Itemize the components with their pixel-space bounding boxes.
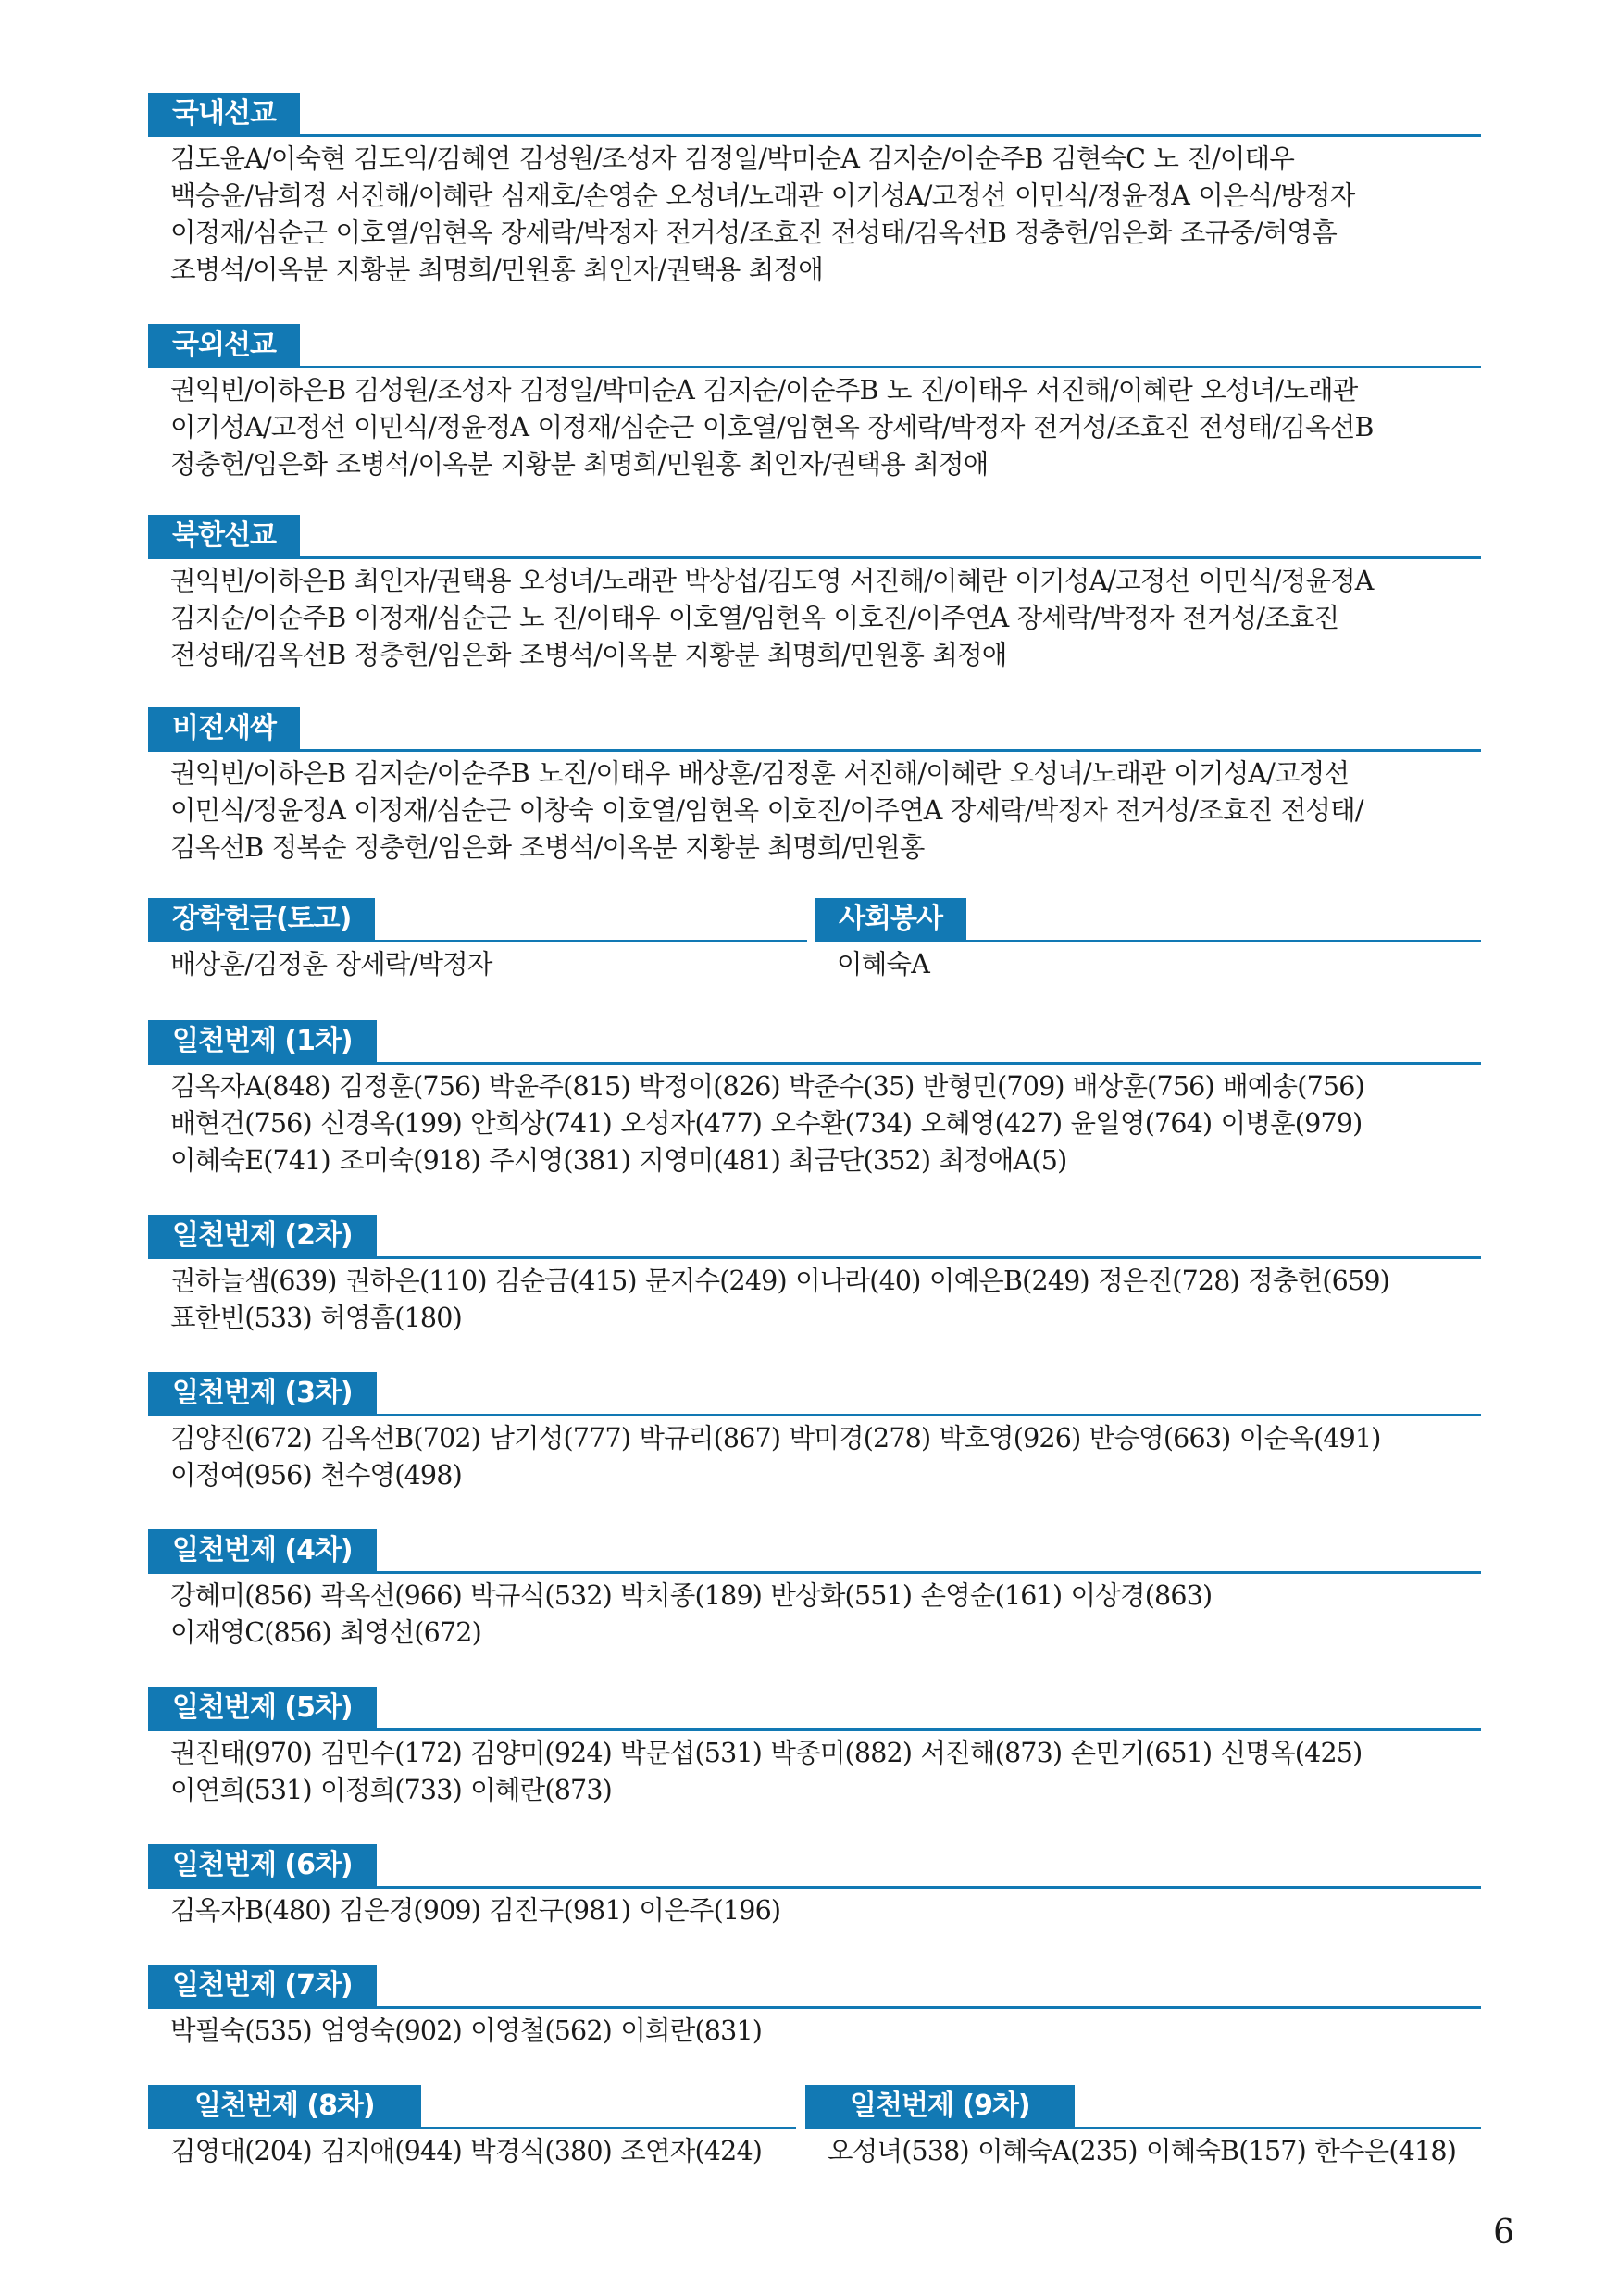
section-title: 국외선교 [148, 324, 300, 367]
section-title: 일천번제 (8차) [148, 2085, 421, 2128]
section-names: 김옥자B(480) 김은경(909) 김진구(981) 이은주(196) [170, 1895, 781, 1926]
section-ilcheon-8 [148, 2085, 796, 2170]
section-rule [148, 1414, 1481, 1416]
section-north-korea-mission [148, 515, 1481, 674]
section-ilcheon-6 [148, 1844, 1481, 1929]
section-header [148, 2085, 796, 2129]
section-header [148, 1215, 1481, 1259]
page-number: 6 [1493, 2214, 1514, 2252]
section-rule [148, 940, 807, 942]
section-header [148, 898, 807, 942]
section-ilcheon-1 [148, 1020, 1481, 1179]
section-names: 박필숙(535) 엄영숙(902) 이영철(562) 이희란(831) [170, 2015, 763, 2046]
section-title: 비전새싹 [148, 707, 300, 750]
section-rule [148, 2127, 796, 2129]
section-title: 일천번제 (7차) [148, 1965, 377, 2007]
section-title: 일천번제 (6차) [148, 1844, 377, 1887]
section-rule [148, 1728, 1481, 1731]
section-rule [148, 1256, 1481, 1259]
section-names: 권진태(970) 김민수(172) 김양미(924) 박문섭(531) 박종미(882) 서진해(873) 손민기(651) 신명옥(425) 이연희(531) 이정희(733) 이혜란(873) [170, 1738, 1363, 1805]
section-rule [148, 2006, 1481, 2009]
section-names: 김양진(672) 김옥선B(702) 남기성(777) 박규리(867) 박미경(278) 박호영(926) 반승영(663) 이순옥(491) 이정여(956) 천수영(498) [170, 1423, 1381, 1491]
section-names: 김영대(204) 김지애(944) 박경식(380) 조연자(424) [170, 2136, 763, 2166]
section-header [148, 515, 1481, 559]
section-names: 이혜숙A [837, 949, 929, 980]
section-title: 사회봉사 [815, 898, 966, 941]
section-header [148, 1687, 1481, 1731]
section-title: 일천번제 (2차) [148, 1215, 377, 1257]
section-rule [148, 1062, 1481, 1065]
section-social-service [815, 898, 1481, 983]
section-title: 일천번제 (9차) [805, 2085, 1075, 2128]
section-names: 배상훈/김정훈 장세락/박정자 [170, 949, 492, 980]
section-rule [148, 1886, 1481, 1889]
section-names: 강혜미(856) 곽옥선(966) 박규식(532) 박치종(189) 반상화(551) 손영순(161) 이상경(863) 이재영C(856) 최영선(672) [170, 1580, 1213, 1648]
section-ilcheon-5 [148, 1687, 1481, 1809]
section-ilcheon-9 [805, 2085, 1481, 2170]
section-title: 장학헌금(토고) [148, 898, 375, 941]
section-ilcheon-7 [148, 1965, 1481, 2050]
section-title: 일천번제 (4차) [148, 1529, 377, 1572]
section-header [148, 1020, 1481, 1065]
section-overseas-mission [148, 324, 1481, 483]
section-ilcheon-3 [148, 1372, 1481, 1494]
section-names: 권익빈/이하은B 김성원/조성자 김정일/박미순A 김지순/이순주B 노 진/이태우 서진해/이혜란 오성녀/노래관 이기성A/고정선 이민식/정윤정A 이정재/심순근 이호열/임현옥 장세락/박정자 전거성/조효진 전성태/김옥선B 정충헌/임은화 조병석/이옥분 지황분 최명희/민원홍 최인자/권택용 최정애 [170, 375, 1374, 480]
section-title: 국내선교 [148, 93, 300, 135]
section-header [148, 1844, 1481, 1889]
section-title: 일천번제 (1차) [148, 1020, 377, 1063]
section-title: 북한선교 [148, 515, 300, 557]
section-header [148, 93, 1481, 137]
section-names: 오성녀(538) 이혜숙A(235) 이혜숙B(157) 한수은(418) [828, 2136, 1457, 2166]
section-names: 권익빈/이하은B 최인자/권택용 오성녀/노래관 박상섭/김도영 서진해/이혜란 이기성A/고정선 이민식/정윤정A 김지순/이순주B 이정재/심순근 노 진/이태우 이호열/임현옥 이호진/이주연A 장세락/박정자 전거성/조효진 전성태/김옥선B 정충헌/임은화 조병석/이옥분 지황분 최명희/민원홍 최정애 [170, 566, 1374, 670]
section-header [148, 707, 1481, 752]
section-ilcheon-2 [148, 1215, 1481, 1337]
section-domestic-mission [148, 93, 1481, 289]
section-names: 김도윤A/이숙현 김도익/김혜연 김성원/조성자 김정일/박미순A 김지순/이순주B 김현숙C 노 진/이태우 백승윤/남희정 서진해/이혜란 심재호/손영순 오성녀/노래관 이기성A/고정선 이민식/정윤정A 이은식/방정자 이정재/심순근 이호열/임현옥 장세락/박정자 전거성/조효진 전성태/김옥선B 정충헌/임은화 조규중/허영흠 조병석/이옥분 지황분 최명희/민원홍 최인자/권택용 최정애 [170, 144, 1355, 285]
section-header [148, 324, 1481, 368]
section-rule [805, 2127, 1481, 2129]
section-rule [815, 940, 1481, 942]
section-rule [148, 749, 1481, 752]
section-vision-sprout [148, 707, 1481, 867]
section-ilcheon-4 [148, 1529, 1481, 1652]
section-rule [148, 556, 1481, 559]
section-names: 권하늘샘(639) 권하은(110) 김순금(415) 문지수(249) 이나라(40) 이예은B(249) 정은진(728) 정충헌(659) 표한빈(533) 허영흠(180) [170, 1266, 1389, 1333]
section-title: 일천번제 (3차) [148, 1372, 377, 1415]
section-rule [148, 1571, 1481, 1574]
section-scholarship [148, 898, 807, 983]
section-header [148, 1372, 1481, 1416]
section-names: 권익빈/이하은B 김지순/이순주B 노진/이태우 배상훈/김정훈 서진해/이혜란 오성녀/노래관 이기성A/고정선 이민식/정윤정A 이정재/심순근 이창숙 이호열/임현옥 이호진/이주연A 장세락/박정자 전거성/조효진 전성태/ 김옥선B 정복순 정충헌/임은화 조병석/이옥분 지황분 최명희/민원홍 [170, 758, 1363, 863]
section-names: 김옥자A(848) 김정훈(756) 박윤주(815) 박정이(826) 박준수(35) 반형민(709) 배상훈(756) 배예송(756) 배현건(756) 신경옥(199) 안희상(741) 오성자(477) 오수환(734) 오혜영(427) 윤일영(764) 이병훈(979) 이혜숙E(741) 조미숙(918) 주시영(381) 지영미(481) 최금단(352) 최정애A(5) [170, 1071, 1364, 1176]
section-rule [148, 366, 1481, 368]
section-rule [148, 134, 1481, 137]
section-header [148, 1965, 1481, 2009]
section-title: 일천번제 (5차) [148, 1687, 377, 1729]
section-header [805, 2085, 1481, 2129]
section-header [815, 898, 1481, 942]
section-header [148, 1529, 1481, 1574]
